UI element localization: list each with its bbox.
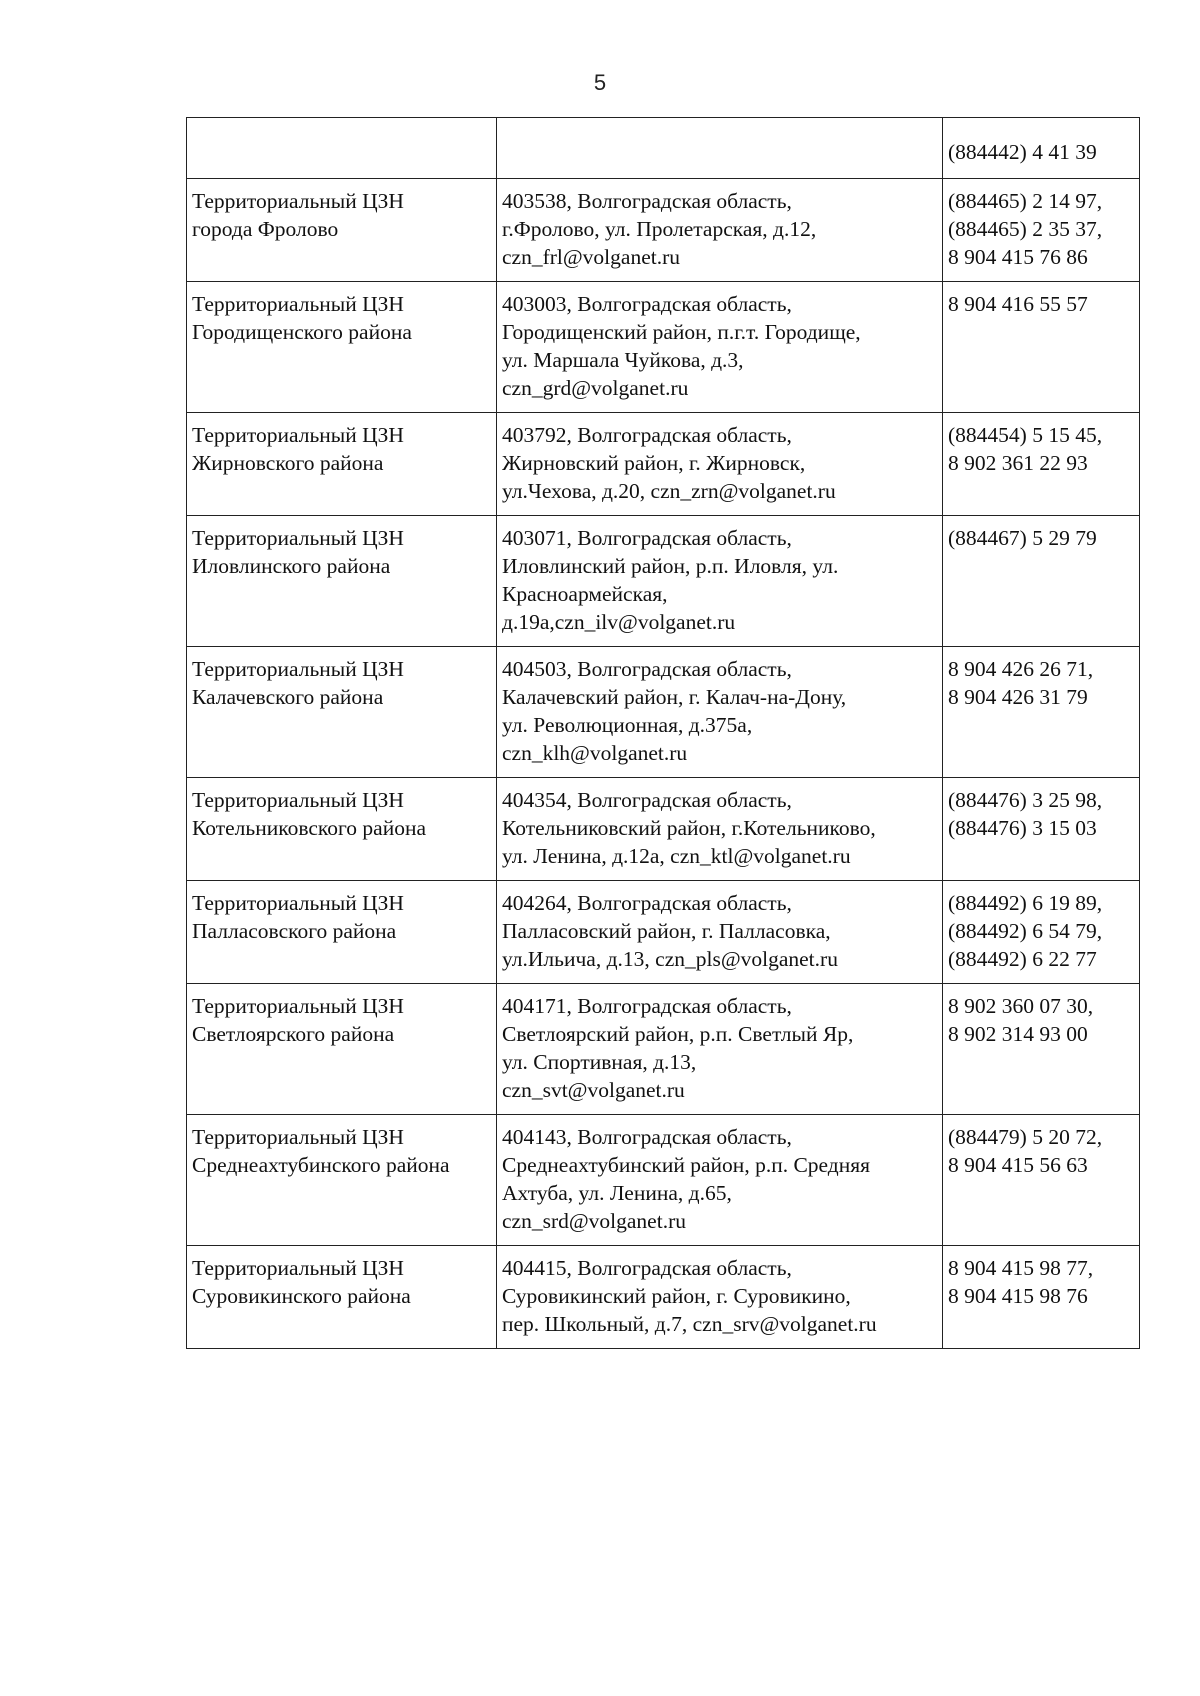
center-name-line: Иловлинского района	[192, 554, 391, 578]
address-line: Иловлинский район, р.п. Иловля, ул.	[502, 554, 839, 578]
table-row	[187, 881, 1140, 984]
center-name-line: Территориальный ЦЗН	[192, 1256, 404, 1280]
center-name-line: Территориальный ЦЗН	[192, 891, 404, 915]
phone-line: 8 904 415 98 76	[948, 1284, 1088, 1308]
address-line: ул. Маршала Чуйкова, д.3,	[502, 348, 744, 372]
phone-line: (884465) 2 14 97,	[948, 189, 1103, 213]
phone-line: (884492) 6 54 79,	[948, 919, 1103, 943]
address-line: д.19а,czn_ilv@volganet.ru	[502, 610, 736, 634]
address-line: Калачевский район, г. Калач-на-Дону,	[502, 685, 847, 709]
address-line: Красноармейская,	[502, 582, 668, 606]
address-line: 403071, Волгоградская область,	[502, 526, 792, 550]
address-line: 404503, Волгоградская область,	[502, 657, 792, 681]
center-name-cell	[187, 118, 497, 179]
address-cell	[497, 118, 943, 179]
phone-line: 8 904 415 76 86	[948, 245, 1088, 269]
center-name-cell	[187, 647, 497, 778]
address-cell	[497, 881, 943, 984]
center-name-line: Территориальный ЦЗН	[192, 423, 404, 447]
address-line: Светлоярский район, р.п. Светлый Яр,	[502, 1022, 854, 1046]
address-line: 404264, Волгоградская область,	[502, 891, 792, 915]
address-line: ул. Революционная, д.375а,	[502, 713, 753, 737]
address-line: 404171, Волгоградская область,	[502, 994, 792, 1018]
center-name-cell	[187, 984, 497, 1115]
phone-line: 8 904 416 55 57	[948, 292, 1088, 316]
center-name-line: Городищенского района	[192, 320, 412, 344]
phone-cell	[943, 984, 1140, 1115]
address-line: 404415, Волгоградская область,	[502, 1256, 792, 1280]
phone-line: (884442) 4 41 39	[948, 140, 1097, 164]
address-cell	[497, 647, 943, 778]
phone-line: 8 902 361 22 93	[948, 451, 1088, 475]
phone-cell	[943, 413, 1140, 516]
phone-cell	[943, 647, 1140, 778]
phone-cell	[943, 1246, 1140, 1349]
center-name-cell	[187, 881, 497, 984]
center-name-line: Калачевского района	[192, 685, 384, 709]
center-name-line: Территориальный ЦЗН	[192, 994, 404, 1018]
table-row	[187, 778, 1140, 881]
center-name-line: города Фролово	[192, 217, 339, 241]
address-line: czn_klh@volganet.ru	[502, 741, 688, 765]
table-row	[187, 413, 1140, 516]
continued-row	[187, 118, 1140, 179]
phone-cell	[943, 282, 1140, 413]
address-line: г.Фролово, ул. Пролетарская, д.12,	[502, 217, 817, 241]
address-line: Котельниковский район, г.Котельниково,	[502, 816, 876, 840]
address-line: ул.Чехова, д.20, czn_zrn@volganet.ru	[502, 479, 836, 503]
address-line: 403792, Волгоградская область,	[502, 423, 792, 447]
center-name-cell	[187, 516, 497, 647]
center-name-line: Котельниковского района	[192, 816, 427, 840]
center-name-cell	[187, 413, 497, 516]
center-name-line: Территориальный ЦЗН	[192, 1125, 404, 1149]
address-cell	[497, 282, 943, 413]
address-cell	[497, 1246, 943, 1349]
center-name-cell	[187, 778, 497, 881]
page-number: 5	[593, 70, 607, 95]
center-name-line: Суровикинского района	[192, 1284, 411, 1308]
center-name-line: Жирновского района	[192, 451, 384, 475]
table-row	[187, 647, 1140, 778]
address-cell	[497, 179, 943, 282]
center-name-line: Территориальный ЦЗН	[192, 189, 404, 213]
address-cell	[497, 516, 943, 647]
table-row	[187, 1246, 1140, 1349]
phone-cell	[943, 118, 1140, 179]
phone-line: (884479) 5 20 72,	[948, 1125, 1103, 1149]
center-name-line: Территориальный ЦЗН	[192, 292, 404, 316]
address-line: 404143, Волгоградская область,	[502, 1125, 792, 1149]
address-line: 403003, Волгоградская область,	[502, 292, 792, 316]
address-cell	[497, 984, 943, 1115]
phone-line: (884476) 3 15 03	[948, 816, 1097, 840]
center-name-line: Палласовского района	[192, 919, 397, 943]
table-row	[187, 282, 1140, 413]
phone-line: (884465) 2 35 37,	[948, 217, 1103, 241]
center-name-cell	[187, 282, 497, 413]
phone-cell	[943, 516, 1140, 647]
table-row	[187, 516, 1140, 647]
table-row	[187, 984, 1140, 1115]
center-name-cell	[187, 1115, 497, 1246]
center-name-cell	[187, 1246, 497, 1349]
address-line: Ахтуба, ул. Ленина, д.65,	[502, 1181, 732, 1205]
phone-line: 8 902 314 93 00	[948, 1022, 1088, 1046]
phone-line: (884467) 5 29 79	[948, 526, 1097, 550]
address-line: Среднеахтубинский район, р.п. Средняя	[502, 1153, 871, 1177]
phone-line: 8 904 426 26 71,	[948, 657, 1094, 681]
center-name-line: Светлоярского района	[192, 1022, 395, 1046]
table-body	[187, 118, 1140, 1349]
address-line: 404354, Волгоградская область,	[502, 788, 792, 812]
address-line: Палласовский район, г. Палласовка,	[502, 919, 831, 943]
address-line: ул.Ильича, д.13, czn_pls@volganet.ru	[502, 947, 838, 971]
phone-line: (884454) 5 15 45,	[948, 423, 1103, 447]
phone-cell	[943, 881, 1140, 984]
center-name-line: Среднеахтубинского района	[192, 1153, 450, 1177]
phone-line: 8 902 360 07 30,	[948, 994, 1094, 1018]
center-name-line: Территориальный ЦЗН	[192, 657, 404, 681]
phone-cell	[943, 179, 1140, 282]
address-line: Жирновский район, г. Жирновск,	[502, 451, 806, 475]
address-line: czn_svt@volganet.ru	[502, 1078, 685, 1102]
address-line: czn_srd@volganet.ru	[502, 1209, 686, 1233]
phone-line: 8 904 415 56 63	[948, 1153, 1088, 1177]
table-row	[187, 179, 1140, 282]
address-cell	[497, 1115, 943, 1246]
address-line: Суровикинский район, г. Суровикино,	[502, 1284, 851, 1308]
address-line: czn_frl@volganet.ru	[502, 245, 680, 269]
phone-line: (884476) 3 25 98,	[948, 788, 1103, 812]
address-cell	[497, 778, 943, 881]
address-line: ул. Ленина, д.12а, czn_ktl@volganet.ru	[502, 844, 851, 868]
address-line: czn_grd@volganet.ru	[502, 376, 689, 400]
phone-cell	[943, 778, 1140, 881]
address-line: пер. Школьный, д.7, czn_srv@volganet.ru	[502, 1312, 877, 1336]
phone-line: 8 904 415 98 77,	[948, 1256, 1094, 1280]
phone-line: 8 904 426 31 79	[948, 685, 1088, 709]
table-row	[187, 1115, 1140, 1246]
employment-centers-table	[186, 117, 1140, 1349]
phone-line: (884492) 6 22 77	[948, 947, 1097, 971]
phone-line: (884492) 6 19 89,	[948, 891, 1103, 915]
center-name-line: Территориальный ЦЗН	[192, 788, 404, 812]
address-line: Городищенский район, п.г.т. Городище,	[502, 320, 861, 344]
address-line: ул. Спортивная, д.13,	[502, 1050, 697, 1074]
address-line: 403538, Волгоградская область,	[502, 189, 792, 213]
address-cell	[497, 413, 943, 516]
center-name-cell	[187, 179, 497, 282]
phone-cell	[943, 1115, 1140, 1246]
center-name-line: Территориальный ЦЗН	[192, 526, 404, 550]
